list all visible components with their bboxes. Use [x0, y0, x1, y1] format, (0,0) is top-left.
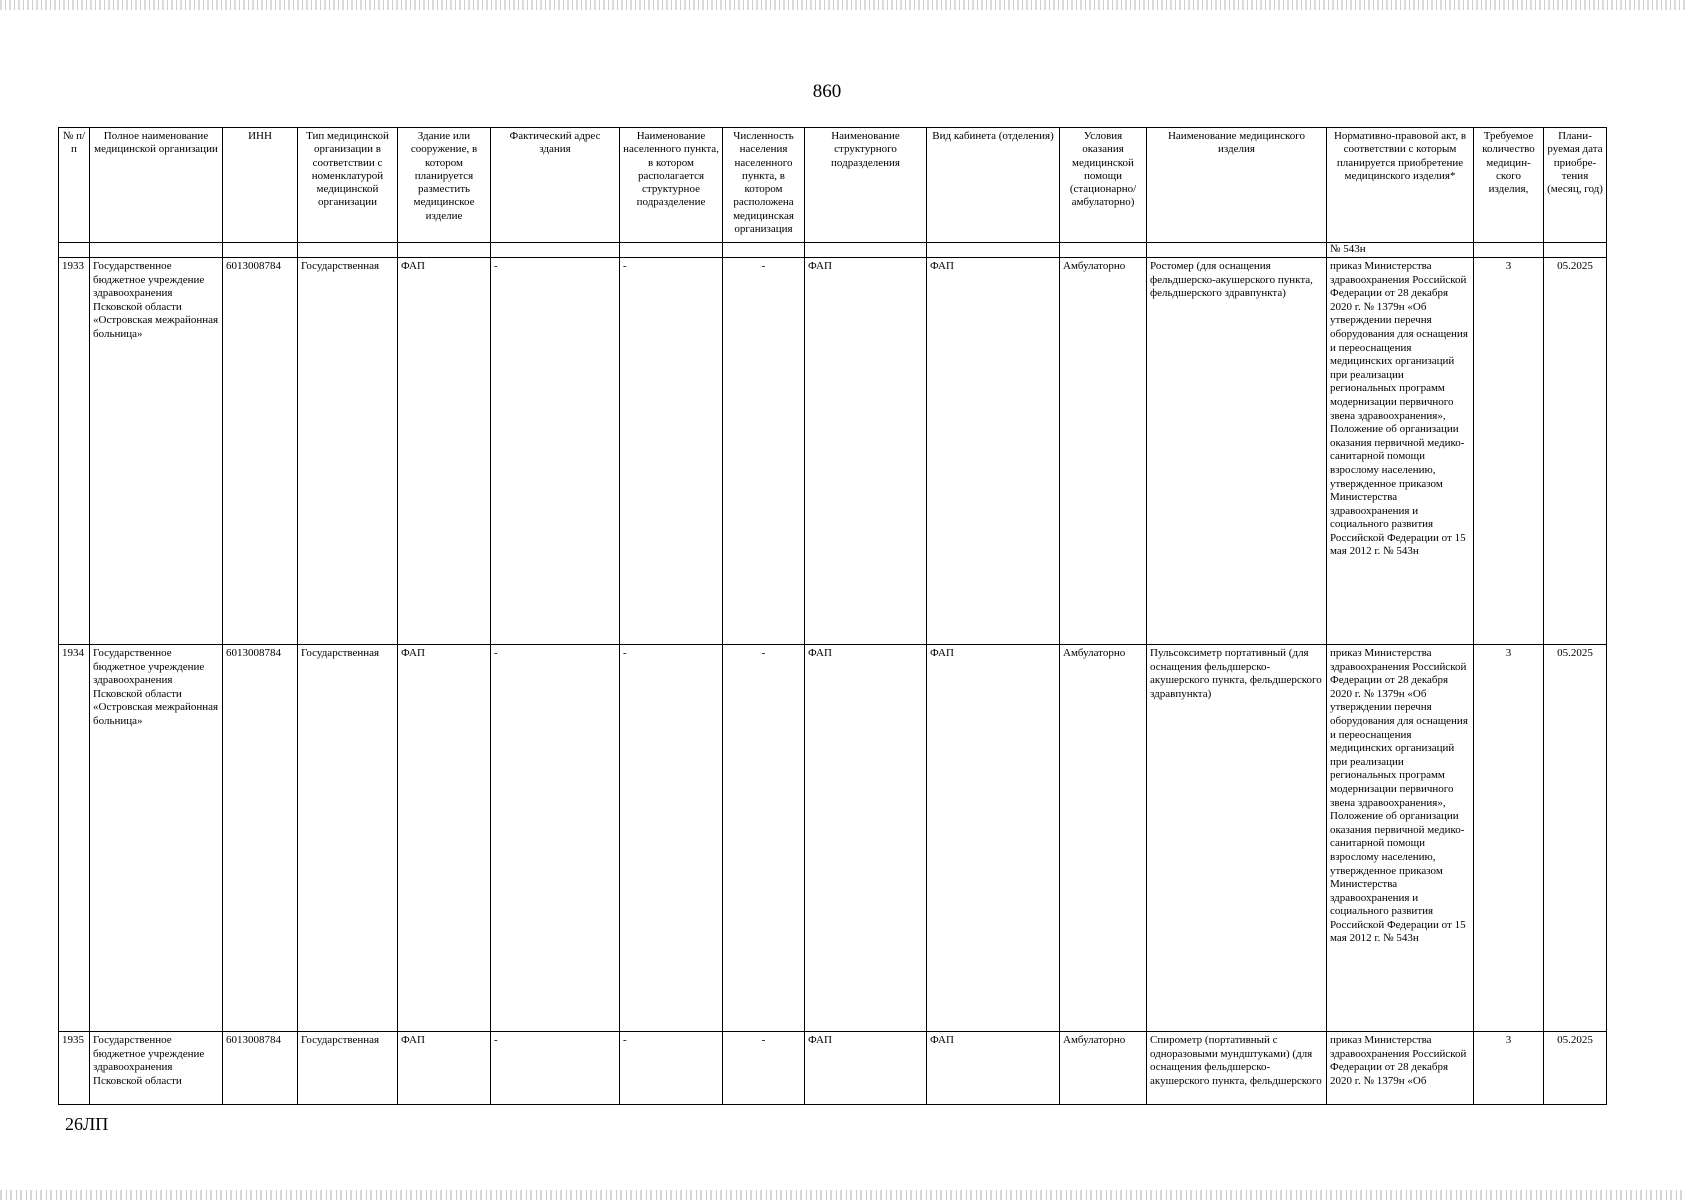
row-number: 1934: [59, 645, 90, 1032]
row-legal-act: приказ Министерства здравоохранения Российской Федерации от 28 декабря 2020 г. № 1379н «Об утверждении перечня оборудования для оснащения и переоснащения медицинских организаций при реализации региональных программ модернизации первичного звена здравоохранения», Положение об организации оказания первичной медико-санитарной помощи взрослому населению, утвержденное приказом Министерства здравоохранения и социального развития Российской Федерации от 15 мая 2012 г. № 543н: [1327, 258, 1474, 645]
row-unit: ФАП: [805, 645, 927, 1032]
row-inn: 6013008784: [223, 258, 298, 645]
scan-edge-bottom: [0, 1190, 1686, 1200]
row-device: Спирометр (портативный с одноразовыми мундштуками) (для оснащения фельдшерско-акушерского пункта, фельдшерского: [1147, 1032, 1327, 1105]
equipment-table: [58, 127, 1607, 1105]
header-cell-quantity: Требуемое количество медицин-ского изделия,: [1474, 128, 1544, 243]
row-legal-act: приказ Министерства здравоохранения Российской Федерации от 28 декабря 2020 г. № 1379н «Об: [1327, 1032, 1474, 1105]
row-cabinet: ФАП: [927, 645, 1060, 1032]
table-row: [59, 258, 1607, 645]
row-number: 1935: [59, 1032, 90, 1105]
header-cell-unit: Наименование структурного подразделения: [805, 128, 927, 243]
header-cell-number: № п/п: [59, 128, 90, 243]
row-address: -: [491, 258, 620, 645]
row-inn: 6013008784: [223, 645, 298, 1032]
scan-edge-top: [0, 0, 1686, 10]
row-cabinet: ФАП: [927, 258, 1060, 645]
header-cell-inn: ИНН: [223, 128, 298, 243]
row-org-name: Государственное бюджетное учреждение здравоохранения Псковской области «Островская межрайонная больница»: [90, 645, 223, 1032]
header-cell-settlement: Наименование населенного пункта, в котором располагается структурное подразделение: [620, 128, 723, 243]
table-row: [59, 1032, 1607, 1105]
header-cell-org: Полное наименование медицинской организации: [90, 128, 223, 243]
row-org-name: Государственное бюджетное учреждение здравоохранения Псковской области: [90, 1032, 223, 1105]
row-legal-act: приказ Министерства здравоохранения Российской Федерации от 28 декабря 2020 г. № 1379н «Об утверждении перечня оборудования для оснащения и переоснащения медицинских организаций при реализации региональных программ модернизации первичного звена здравоохранения», Положение об организации оказания первичной медико-санитарной помощи взрослому населению, утвержденное приказом Министерства здравоохранения и социального развития Российской Федерации от 15 мая 2012 г. № 543н: [1327, 645, 1474, 1032]
row-quantity: 3: [1474, 258, 1544, 645]
row-cabinet: ФАП: [927, 1032, 1060, 1105]
row-building: ФАП: [398, 258, 491, 645]
row-settlement: -: [620, 258, 723, 645]
table-row: [59, 645, 1607, 1032]
row-number: 1933: [59, 258, 90, 645]
header-cell-type: Тип медицинской организации в соответствии с номенклатурой медицинской организации: [298, 128, 398, 243]
row-population: -: [723, 258, 805, 645]
row-conditions: Амбулаторно: [1060, 258, 1147, 645]
row-settlement: -: [620, 1032, 723, 1105]
row-device: Пульсоксиметр портативный (для оснащения фельдшерско-акушерского пункта, фельдшерского здравпункта): [1147, 645, 1327, 1032]
row-device: Ростомер (для оснащения фельдшерско-акушерского пункта, фельдшерского здравпункта): [1147, 258, 1327, 645]
header-cell-building: Здание или сооружение, в котором планируется разместить медицинское изделие: [398, 128, 491, 243]
row-planned-date: 05.2025: [1544, 258, 1607, 645]
row-conditions: Амбулаторно: [1060, 1032, 1147, 1105]
row-quantity: 3: [1474, 645, 1544, 1032]
row-population: -: [723, 645, 805, 1032]
row-unit: ФАП: [805, 258, 927, 645]
row-org-type: Государственная: [298, 1032, 398, 1105]
continuation-act-tail: № 543н: [1327, 243, 1474, 258]
row-planned-date: 05.2025: [1544, 1032, 1607, 1105]
row-building: ФАП: [398, 645, 491, 1032]
continuation-row: [59, 243, 1607, 258]
row-settlement: -: [620, 645, 723, 1032]
header-cell-act: Нормативно-правовой акт, в соответствии с которым планируется приобретение медицинского изделия*: [1327, 128, 1474, 243]
sheet-mark: 26ЛП: [65, 1114, 109, 1134]
row-address: -: [491, 645, 620, 1032]
row-unit: ФАП: [805, 1032, 927, 1105]
header-cell-conditions: Условия оказания медицинской помощи (стационарно/ амбулаторно): [1060, 128, 1147, 243]
header-cell-device: Наименование медицинского изделия: [1147, 128, 1327, 243]
table-header-row: [59, 128, 1607, 243]
header-cell-address: Фактический адрес здания: [491, 128, 620, 243]
header-cell-date: Плани-руемая дата приобре-тения (месяц, год): [1544, 128, 1607, 243]
row-quantity: 3: [1474, 1032, 1544, 1105]
row-planned-date: 05.2025: [1544, 645, 1607, 1032]
row-org-type: Государственная: [298, 645, 398, 1032]
row-building: ФАП: [398, 1032, 491, 1105]
row-org-name: Государственное бюджетное учреждение здравоохранения Псковской области «Островская межрайонная больница»: [90, 258, 223, 645]
row-address: -: [491, 1032, 620, 1105]
header-cell-cabinet: Вид кабинета (отделения): [927, 128, 1060, 243]
row-org-type: Государственная: [298, 258, 398, 645]
row-conditions: Амбулаторно: [1060, 645, 1147, 1032]
header-cell-population: Численность населения населенного пункта, в котором расположена медицинская организация: [723, 128, 805, 243]
row-population: -: [723, 1032, 805, 1105]
row-inn: 6013008784: [223, 1032, 298, 1105]
page-number: 860: [812, 81, 842, 102]
